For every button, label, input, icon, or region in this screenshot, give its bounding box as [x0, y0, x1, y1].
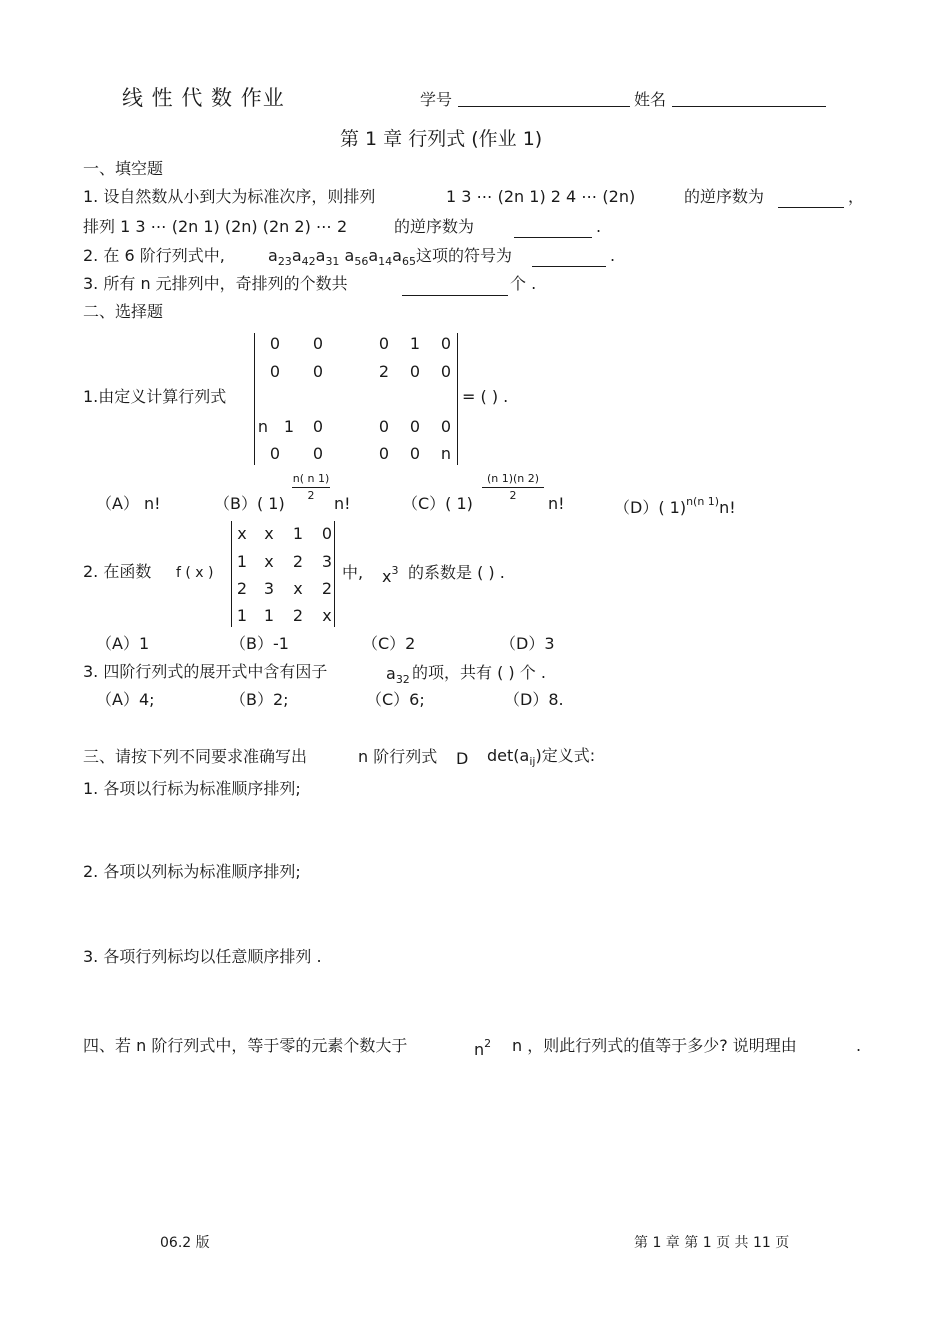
term-a: a: [344, 246, 355, 265]
section-4-n: n: [474, 1040, 485, 1059]
q2-2-determinant: [231, 521, 335, 627]
det-a: a: [519, 746, 530, 765]
section-3-heading: 三、请按下列不同要求准确写出: [83, 747, 308, 766]
matrix-cell: 1: [236, 552, 248, 571]
term-a: a: [315, 246, 326, 265]
matrix-cell: 0: [409, 444, 421, 463]
student-id-label: 学号: [420, 90, 453, 109]
student-id-field[interactable]: [458, 106, 630, 107]
matrix-cell: 1: [283, 417, 295, 436]
term-sub: 23: [277, 255, 292, 268]
q2-1-option-a[interactable]: （A） n!: [96, 494, 161, 513]
term-sub: 65: [401, 255, 416, 268]
option-d-lead: （D）( 1): [614, 498, 687, 517]
q2-1-equals: = ( ) .: [462, 387, 509, 406]
term-a: a: [392, 246, 402, 265]
q1-3-end: .: [610, 246, 616, 265]
matrix-cell: x: [237, 524, 247, 543]
q2-2-lead: 2. 在函数: [83, 562, 152, 581]
q2-3-option-a[interactable]: （A）4;: [96, 690, 155, 709]
term-a: a: [268, 246, 278, 265]
footer-page-info: 第 1 章 第 1 页 共 11 页: [634, 1235, 790, 1251]
term-a: a: [291, 246, 302, 265]
q1-2-answer-blank[interactable]: [514, 237, 592, 238]
q2-2-option-a[interactable]: （A）1: [96, 634, 150, 653]
q1-3-tail: 这项的符号为: [416, 246, 513, 265]
option-d-tail: n!: [719, 498, 736, 517]
term-sub: 14: [378, 255, 393, 268]
q1-4-answer-blank[interactable]: [402, 295, 508, 296]
matrix-cell: 1: [292, 524, 304, 543]
option-c-fraction-bar: [482, 487, 544, 488]
section-4-exponent: 2: [484, 1037, 492, 1050]
q2-3-option-c[interactable]: （C）6;: [366, 690, 425, 709]
det-tail: )定义式:: [535, 746, 596, 765]
option-c-tail: n!: [548, 494, 565, 513]
matrix-cell: 0: [269, 444, 281, 463]
section-2-heading: 二、选择题: [83, 302, 164, 321]
matrix-cell: x: [264, 552, 274, 571]
matrix-cell: 3: [263, 579, 275, 598]
q1-1-comma: ，: [848, 187, 865, 206]
matrix-cell: 1: [236, 606, 248, 625]
det-label: det(: [487, 746, 520, 765]
q1-3-term: [268, 248, 416, 267]
matrix-cell: 0: [440, 334, 452, 353]
q1-2-end: .: [596, 217, 602, 236]
section-1-heading: 一、填空题: [83, 159, 164, 178]
section-3-item-1: 1. 各项以行标为标准顺序排列;: [83, 779, 301, 798]
q2-2-option-d[interactable]: （D）3: [500, 634, 555, 653]
section-3-n: n 阶行列式: [358, 747, 438, 766]
section-4-end: .: [856, 1036, 862, 1055]
section-3-det: [487, 748, 595, 767]
q2-2-option-b[interactable]: （B）-1: [230, 634, 289, 653]
matrix-cell: x: [264, 524, 274, 543]
q1-2-permutation: 排列 1 3 ⋯ (2n 1) (2n) (2n 2) ⋯ 2: [83, 217, 348, 236]
q2-2-tail: 的系数是 ( ) .: [408, 563, 505, 582]
matrix-cell: 2: [292, 552, 304, 571]
option-b-tail: n!: [334, 494, 351, 513]
q2-3-a: a: [386, 664, 396, 683]
q1-1-text: 1. 设自然数从小到大为标准次序，则排列: [83, 187, 376, 206]
name-label: 姓名: [634, 90, 667, 109]
section-3-item-2: 2. 各项以列标为标准顺序排列;: [83, 862, 301, 881]
q1-2-tail: 的逆序数为: [394, 217, 475, 236]
q2-1-label: 1.由定义计算行列式: [83, 387, 227, 406]
matrix-cell: 0: [440, 362, 452, 381]
q2-2-option-c[interactable]: （C）2: [362, 634, 416, 653]
term-sub: 56: [354, 255, 369, 268]
matrix-cell: 0: [440, 417, 452, 436]
matrix-cell: 0: [378, 444, 390, 463]
q2-1-determinant: [254, 333, 458, 465]
matrix-cell: 0: [378, 334, 390, 353]
matrix-cell: 0: [312, 334, 324, 353]
q1-4-text: 3. 所有 n 元排列中，奇排列的个数共: [83, 274, 348, 293]
matrix-cell: 1: [409, 334, 421, 353]
matrix-cell: x: [322, 606, 332, 625]
matrix-cell: 0: [409, 362, 421, 381]
term-sub: 42: [301, 255, 316, 268]
matrix-cell: 0: [321, 524, 333, 543]
q1-3-lead: 2. 在 6 阶行列式中,: [83, 246, 225, 265]
matrix-cell: 0: [409, 417, 421, 436]
matrix-cell: 2: [292, 606, 304, 625]
q2-2-power: [382, 565, 398, 585]
matrix-cell: 0: [269, 334, 281, 353]
option-b-exponent-denominator: 2: [307, 489, 315, 502]
q1-1-answer-blank[interactable]: [778, 207, 844, 208]
q2-3-lead: 3. 四阶行列式的展开式中含有因子: [83, 662, 328, 681]
option-c-exponent-denominator: 2: [509, 489, 517, 502]
matrix-cell: 0: [378, 417, 390, 436]
section-3-item-3: 3. 各项行列标均以任意顺序排列 .: [83, 947, 322, 966]
q2-1-option-c[interactable]: （C）( 1): [402, 494, 473, 513]
matrix-cell: n: [257, 417, 269, 436]
q2-3-option-d[interactable]: （D）8.: [504, 690, 564, 709]
q2-1-option-d[interactable]: [614, 496, 736, 516]
footer-version: 06.2 版: [160, 1235, 210, 1251]
option-b-fraction-bar: [292, 487, 330, 488]
q2-2-mid: 中,: [342, 563, 364, 582]
option-b-exponent-numerator: n( n 1): [292, 472, 330, 485]
section-4-tail: n ，则此行列式的值等于多少? 说明理由: [512, 1036, 797, 1055]
matrix-cell: 3: [321, 552, 333, 571]
q2-3-option-b[interactable]: （B）2;: [230, 690, 289, 709]
matrix-cell: 1: [263, 606, 275, 625]
option-c-exponent-numerator: (n 1)(n 2): [486, 472, 540, 485]
q1-3-answer-blank[interactable]: [532, 266, 606, 267]
q2-1-option-b[interactable]: （B）( 1): [214, 494, 285, 513]
page-title: 线 性 代 数 作业: [122, 86, 285, 110]
matrix-cell: 0: [312, 444, 324, 463]
matrix-cell: 2: [378, 362, 390, 381]
q2-2-exponent: 3: [391, 564, 399, 577]
q2-3-factor: [386, 666, 410, 685]
matrix-cell: n: [440, 444, 452, 463]
chapter-heading: 第 1 章 行列式 (作业 1): [340, 128, 543, 150]
q2-3-subscript: 32: [395, 673, 410, 686]
section-4-lead: 四、若 n 阶行列式中，等于零的元素个数大于: [83, 1036, 408, 1055]
det-subscript: ij: [529, 755, 536, 768]
q1-1-tail: 的逆序数为: [684, 187, 765, 206]
term-a: a: [368, 246, 379, 265]
matrix-cell: 0: [312, 362, 324, 381]
q2-3-tail: 的项，共有 ( ) 个 .: [412, 663, 546, 682]
q1-1-permutation: 1 3 ⋯ (2n 1) 2 4 ⋯ (2n): [446, 187, 636, 206]
section-4-power: [474, 1038, 491, 1058]
option-d-exponent: n(n 1): [686, 495, 720, 508]
q2-2-x: x: [382, 567, 392, 586]
matrix-cell: x: [293, 579, 303, 598]
matrix-cell: 2: [321, 579, 333, 598]
matrix-cell: 2: [236, 579, 248, 598]
q2-2-function: f ( x ): [176, 565, 214, 581]
matrix-cell: 0: [312, 417, 324, 436]
name-field[interactable]: [672, 106, 826, 107]
section-3-D: D: [456, 749, 469, 768]
matrix-cell: 0: [269, 362, 281, 381]
term-sub: 31: [325, 255, 340, 268]
q1-4-end: 个 .: [510, 274, 537, 293]
